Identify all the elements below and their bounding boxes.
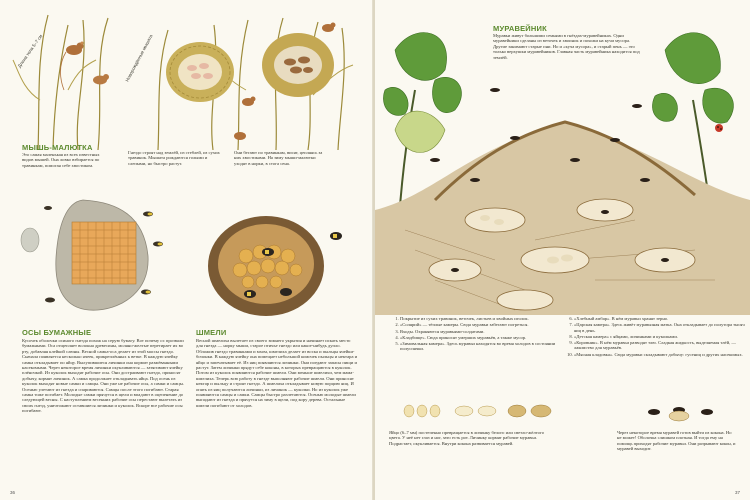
anthill-cross-section-illustration — [375, 10, 750, 315]
mouse-paragraph-2: Гнездо строят над землёй, из стеблей, из сухих травинок. Мышата рождаются голыми и слепыми, но быстро растут. — [128, 150, 220, 166]
lifecycle-text: Яйцо (6–7 мм) постепенно превращается в личинку белого или светло-жёлтого цвета. У неё нет глаз и ног, зато есть рот. Личинку кормят рабочие муравьи. Подрастает, окукливается. Внутри кокона развивается муравей. — [389, 430, 545, 446]
legend-item: 3. Входы. Охраняются муравьями-солдатами. — [400, 329, 568, 334]
wasps-heading: ОСЫ БУМАЖНЫЕ — [22, 328, 92, 337]
mouse-heading: МЫШЬ-МАЛЮТКА — [22, 143, 93, 152]
bumblebee-nest-illustration — [196, 206, 356, 318]
anthill-heading: МУРАВЕЙНИК — [493, 24, 547, 33]
bumblebees-heading: ШМЕЛИ — [196, 328, 227, 337]
anthill-paragraph: Муравьи живут большими семьями в гнёздах-муравейниках. Одни муравейники сделаны из веточек и хвоинок и похожи на кучи мусора. Другие занимают старые пни. Но и «куча мусора», и старый пень — это только верхушки муравейников. Главная часть муравейника находится под землёй. — [493, 33, 640, 60]
wasps-paragraph: Кусочек оболочки осиного гнезда похож на серую бумагу. Вот почему ос прозвали бумажными. Оса отщепляет волокна древесины, моляно-желтые перетирает их во рту, добавляя клейкой слюны. Весной самка-оса делает из этой массы гнездо. Сначала появляется несколько ячеек, прикреплённых к ветке. В каждую ячейку самка откладывает по яйцу. Вылупившиеся личинки она кормит разжёванными насекомыми. Через некоторое время личинки окукливаются — затягивают ячейку плёночкой. Из куколок выходят рабочие осы. Они достраивают гнездо, приносят добычу, кормят личинок. А самка продолжает откладывать яйца. Под осень из куколок выходят новые самки и самцы. Они уже не рабочие осы, а самки и самцы. Осенью улетают из гнезда и спариваются. Самцы после этого погибают. Старая самка тоже погибает. Молодые самки прячутся в щели и впадают в оцепенение до следующей весны. С наступлением весенних рабочие осы перестают вылетать из своих гнезд, уничтожают оставшиеся личинки и куколок. Вскоре все рабочие осы погибают. — [22, 338, 184, 414]
right-page — [375, 0, 750, 500]
bumblebees-paragraph: Весной шмелиха вылетает из своего зимнего укрытия и начинает искать место для гнезда — норку мыши, старое птичье гнездо или какое-нибудь дупло. Обложив гнездо травинками и мхом, шмелиха делает из воска и пыльцы ячейки-бочонки. В каждую ячейку она помещает небольшой комочек пыльцы и нектара и яйцо и запечатывает её. Из яиц появляются личинки. Они поедают запасы пищи и растут. Затем личинки прядут себе коконы, в которых превращаются в куколок. Потом из куколок появляются рабочие шмели. Они меньше шмелихи, чем мама-шмелиха. Теперь всю работу в гнезде выполняют рабочие шмели. Они приносят нектар и пыльцу и строят гнездо. А шмелиха откладывает новую порцию яиц. И опять из яиц получаются личинки, из личинок — куколки. Но из куколок уже появляются самцы и самки. Самцы быстро разлетаются. Осенью молодые шмели выпадают из гнезда и прячутся на зиму в щели, под кору дерева. Остальные шмели погибают от холодов. — [196, 338, 358, 408]
hatching-text: Через некоторое время муравей готов выйти из кокона. Но не может! Оболочка слишком плотная. И тогда ему на помощь приходят рабочие муравьи. Они разрывают кокон, и муравей выходит. — [617, 430, 736, 452]
legend-item: 5. «Зимовальная камера». Здесь муравьи находятся во время холодов в состоянии полуспячки. — [400, 341, 568, 352]
legend-item: 6. «Хлебный амбар». В нём муравьи хранят зерно. — [574, 316, 746, 321]
paper-wasp-nest-illustration — [18, 196, 168, 322]
legend-item: 4. «Кладбище». Сюда приносят умерших муравьёв, а также мусор. — [400, 335, 568, 340]
legend-item: 7. «Царская камера». Здесь живёт муравьиная матка. Она откладывает до полутора тысяч яиц в день. — [574, 322, 746, 333]
legend-item: 1. Покрытие из сухих травинок, веточек, листьев и хвойных иголок. — [400, 316, 568, 321]
left-page — [0, 0, 374, 500]
ant-lifecycle-illustration — [389, 396, 739, 426]
anthill-legend-right — [563, 316, 746, 358]
mouse-paragraph-3: Они бегают по травинкам, висят, цепляясь за них хвостиками. На зиму мыши-малютки уходят в норки, в стога сена. — [234, 150, 323, 166]
page-number-right: 37 — [734, 490, 740, 495]
legend-item: 8. «Детская камера» с яйцами, личинками и куколками. — [574, 334, 746, 339]
mouse-paragraph-1: Это самая маленькая из всех известных видов мышей. Она ловко взбирается по травинкам, помогая себе хвостиком. — [22, 152, 100, 168]
mouse-length-label: Длина тела 5–7 см — [16, 33, 44, 69]
legend-item: 9. «Коровник». В нём муравьи разводят тлю. Сладкая жидкость, выделяемая тлёй, — лакомство для муравьёв. — [574, 340, 746, 351]
newborn-label: Новорождённые мышата — [124, 33, 154, 83]
legend-item: 2. «Солярий» — тёплые камеры. Сюда муравьи забегают погреться. — [400, 322, 568, 327]
page-number-left: 36 — [10, 490, 16, 495]
legend-item: 10. «Мясная кладовка». Сюда муравьи складывают добычу: гусениц и других насекомых. — [574, 352, 746, 357]
harvest-mouse-illustration — [8, 10, 364, 150]
anthill-legend-left — [389, 316, 568, 353]
